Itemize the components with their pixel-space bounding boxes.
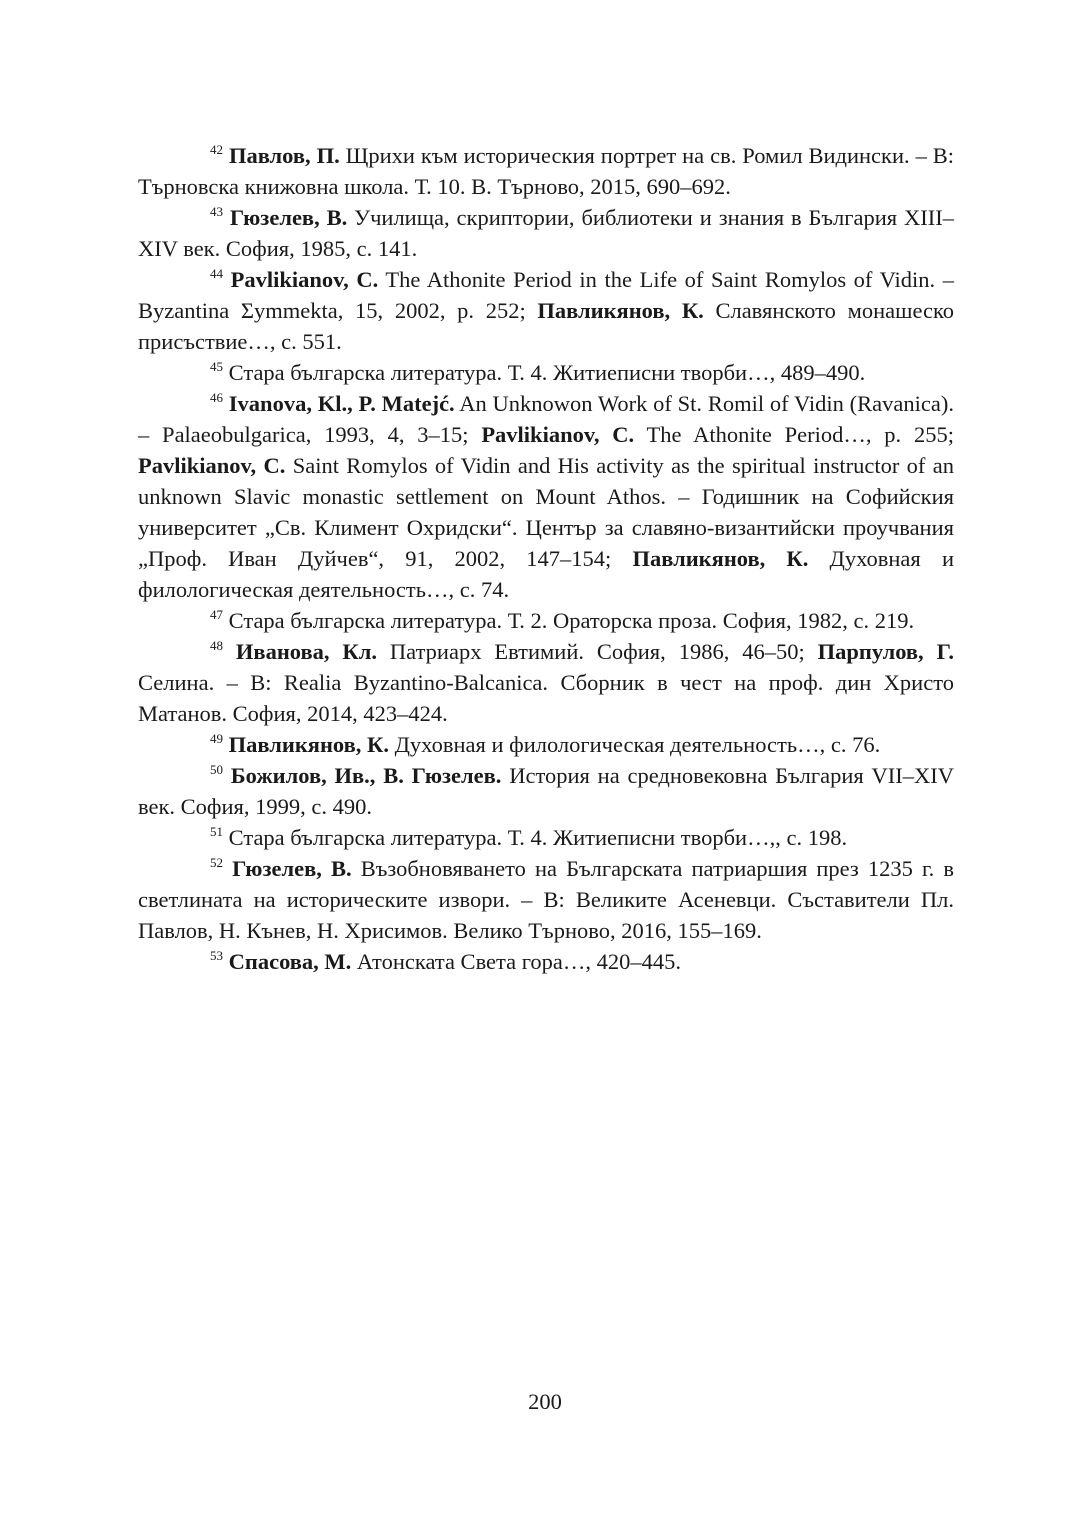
footnote-53 (138, 946, 954, 977)
footnote-text: Стара българска литература. Т. 2. Ораторска проза. София, 1982, с. 219. (223, 608, 915, 633)
footnote-number: 52 (210, 854, 223, 870)
footnote-47 (138, 605, 954, 636)
footnote-author: Парпулов, Г. (817, 639, 954, 664)
footnote-text: Стара българска литература. Т. 4. Житиеписни творби…, 489–490. (223, 360, 866, 385)
footnote-number: 45 (210, 358, 223, 374)
footnote-number: 44 (210, 265, 223, 281)
footnote-text: The Athonite Period…, p. 255; (634, 422, 954, 447)
footnote-text: Славянското монашеско присъствие…, с. 551. (138, 298, 955, 354)
footnote-43 (138, 202, 954, 264)
footnote-author: Pavlikianov, C. (481, 422, 635, 447)
footnotes-block (138, 140, 954, 977)
footnote-number: 53 (210, 947, 223, 963)
footnote-text: Saint Romylos of Vidin and His activity as the spiritual instructor of an unknown Slavic monastic settlement on Mount Athos. – Годишник на Софийския университет „Св. Климент Охридски“. Център за славяно-византийски проучвания „Проф. Иван Дуйчев“, 91, 2002, 147–154; (138, 453, 954, 571)
footnote-author: Гюзелев, В. (229, 205, 348, 230)
footnote-48 (138, 636, 954, 729)
footnote-number: 50 (210, 761, 223, 777)
footnote-author: Спасова, М. (228, 949, 352, 974)
footnote-text: Стара българска литература. Т. 4. Житиеписни творби…,, с. 198. (223, 825, 848, 850)
footnote-author: Павликянов, К. (537, 298, 704, 323)
footnote-author: Павликянов, К. (632, 546, 809, 571)
footnote-number: 42 (210, 141, 223, 157)
footnote-50 (138, 760, 954, 822)
footnote-author: Иванова, Кл. (235, 639, 377, 664)
footnote-text: Щрихи към историческия портрет на св. Ромил Видински. – В: Търновска книжовна школа. Т. 10. В. Търново, 2015, 690–692. (138, 143, 955, 199)
footnote-45 (138, 357, 954, 388)
footnote-number: 47 (210, 606, 223, 622)
footnote-author: Pavlikianov, C. (138, 453, 286, 478)
footnote-text: Патриарх Евтимий. София, 1986, 46–50; (377, 639, 818, 664)
footnote-51 (138, 822, 954, 853)
footnote-number: 49 (210, 730, 223, 746)
footnote-44 (138, 264, 954, 357)
footnote-42 (138, 140, 954, 202)
footnote-author: Гюзелев, В. (232, 856, 352, 881)
footnote-text: История на средновековна България VII–XIV век. София, 1999, с. 490. (138, 763, 955, 819)
footnote-number: 46 (210, 389, 223, 405)
footnote-author: Павликянов, К. (228, 732, 389, 757)
footnote-number: 51 (210, 823, 223, 839)
footnote-text: The Athonite Period in the Life of Saint Romylos of Vidin. – Byzantina Σymmekta, 15, 2002, p. 252; (138, 267, 954, 323)
footnote-49 (138, 729, 954, 760)
footnote-author: Pavlikianov, C. (230, 267, 379, 292)
footnote-author: Ivanova, Kl., P. Matejć. (228, 391, 455, 416)
footnote-text: Духовная и филологическая деятельность…, с. 74. (138, 546, 954, 602)
footnote-author: Божилов, Ив., В. Гюзелев. (230, 763, 502, 788)
footnote-text: An Unknowon Work of St. Romil of Vidin (Ravanica). – Palaeobulgarica, 1993, 4, 3–15; (138, 391, 954, 447)
footnote-text: Атонската Света гора…, 420–445. (351, 949, 682, 974)
footnote-46 (138, 388, 954, 605)
footnote-number: 48 (210, 637, 223, 653)
footnote-52 (138, 853, 954, 946)
page-number: 200 (528, 1389, 562, 1414)
footnote-text: Духовная и филологическая деятельность…, с. 76. (388, 732, 881, 757)
footnote-author: Павлов, П. (228, 143, 340, 168)
footnote-text: Възобновяването на Българската патриаршия през 1235 г. в светлината на историческите извори. – В: Великите Асеневци. Съставители Пл. Павлов, Н. Кънев, Н. Хрисимов. Велико Търново, 2016, 155–169. (138, 856, 955, 943)
footnote-text: Училища, скриптории, библиотеки и знания в България XIII–XIV век. София, 1985, с. 141. (138, 205, 954, 261)
footnote-number: 43 (210, 203, 223, 219)
footnote-text: Селина. – В: Realia Byzantino-Balcanica. Сборник в чест на проф. дин Христо Матанов. София, 2014, 423–424. (138, 670, 954, 726)
